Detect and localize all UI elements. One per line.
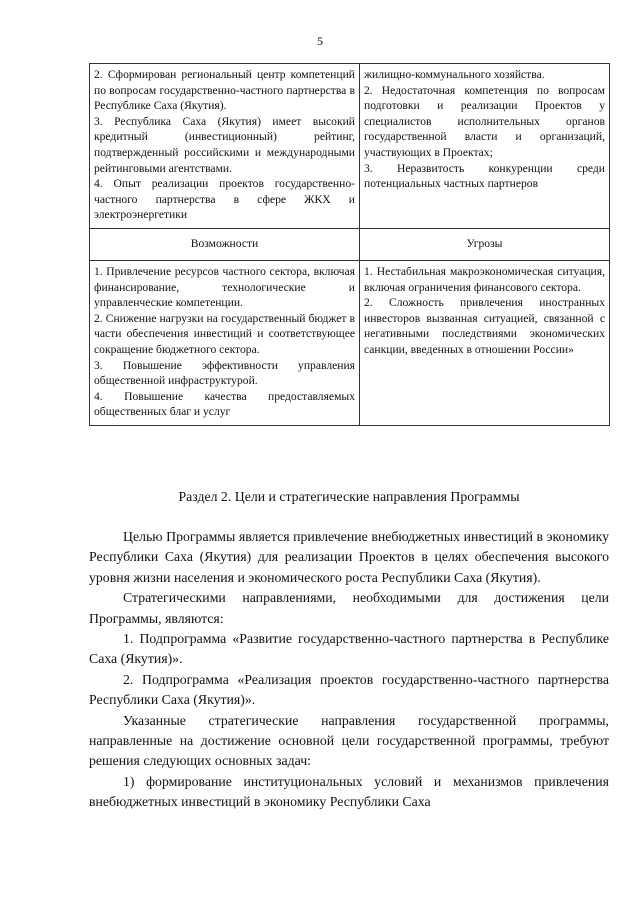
paragraph-subprogram-2: 2. Подпрограмма «Реализация проектов государственно-частного партнерства Республики Саха (Якутия)». bbox=[89, 671, 609, 708]
table-header-row bbox=[90, 228, 610, 260]
weakness-item-3: 3. Неразвитость конкуренции среди потенциальных частных партнеров bbox=[364, 161, 605, 191]
opportunities-cell bbox=[90, 260, 360, 425]
strength-item-4: 4. Опыт реализации проектов государственно-частного партнерства в сфере ЖКХ и электроэнергетики bbox=[94, 177, 355, 222]
opportunities-header: Возможности bbox=[90, 228, 360, 260]
section-heading: Раздел 2. Цели и стратегические направления Программы bbox=[178, 489, 520, 504]
strength-item-2: 2. Сформирован региональный центр компетенций по вопросам государственно-частного партнерства в Республике Саха (Якутия). bbox=[94, 68, 355, 113]
table-row-opportunities-threats bbox=[90, 260, 610, 425]
opportunity-item-2: 2. Снижение нагрузки на государственный бюджет в части обеспечения инвестиций и соответствующее сокращение бюджетного сектора. bbox=[94, 311, 355, 356]
strength-item-3: 3. Республика Саха (Якутия) имеет высокий кредитный (инвестиционный) рейтинг, подтвержденный российскими и международными рейтинговыми агентствами. bbox=[94, 114, 355, 175]
opportunity-item-1: 1. Привлечение ресурсов частного сектора, включая финансирование, технологические и управленческие компетенции. bbox=[94, 264, 355, 310]
threat-item-2: 2. Сложность привлечения иностранных инвесторов вызванная ситуацией, связанной с негативными последствиями экономических санкции, введенных в отношении России» bbox=[364, 296, 605, 356]
paragraph-subprogram-1: 1. Подпрограмма «Развитие государственно-частного партнерства в Республике Саха (Якутия)». bbox=[89, 631, 609, 667]
paragraph-task-1: 1) формирование институциональных условий и механизмов привлечения внебюджетных инвестиций в экономику Республики Саха bbox=[89, 773, 609, 810]
weaknesses-cell bbox=[360, 64, 610, 229]
opportunity-item-3: 3. Повышение эффективности управления общественной инфраструктурой. bbox=[94, 358, 355, 388]
threat-item-1: 1. Нестабильная макроэкономическая ситуация, включая ограничения финансового сектора. bbox=[364, 264, 605, 294]
threats-cell bbox=[360, 260, 610, 425]
paragraph-directions-intro: Стратегическими направлениями, необходимыми для достижения цели Программы, являются: bbox=[89, 590, 609, 626]
section-body bbox=[89, 527, 609, 813]
page-number: 5 bbox=[317, 34, 323, 48]
weakness-item-2: 2. Недостаточная компетенция по вопросам подготовки и реализации Проектов у специалистов исполнительных органов государственной власти и организаций, участвующих в Проектах; bbox=[364, 83, 605, 159]
paragraph-tasks-intro: Указанные стратегические направления государственной программы, направленные на достижение основной цели государственной программы, требуют решения следующих основных задач: bbox=[89, 712, 609, 769]
swot-table bbox=[89, 63, 610, 426]
threats-header: Угрозы bbox=[360, 228, 610, 260]
paragraph-goal: Целью Программы является привлечение внебюджетных инвестиций в экономику Республики Саха (Якутия) для реализации Проектов в целях обеспечения высокого уровня жизни населения и экономического роста Республики Саха (Якутия). bbox=[89, 529, 609, 585]
strengths-cell bbox=[90, 64, 360, 229]
opportunity-item-4: 4. Повышение качества предоставляемых общественных благ и услуг bbox=[94, 389, 355, 419]
weakness-item-1-continued: жилищно-коммунального хозяйства. bbox=[364, 68, 545, 81]
table-row-strengths-weaknesses bbox=[90, 64, 610, 229]
